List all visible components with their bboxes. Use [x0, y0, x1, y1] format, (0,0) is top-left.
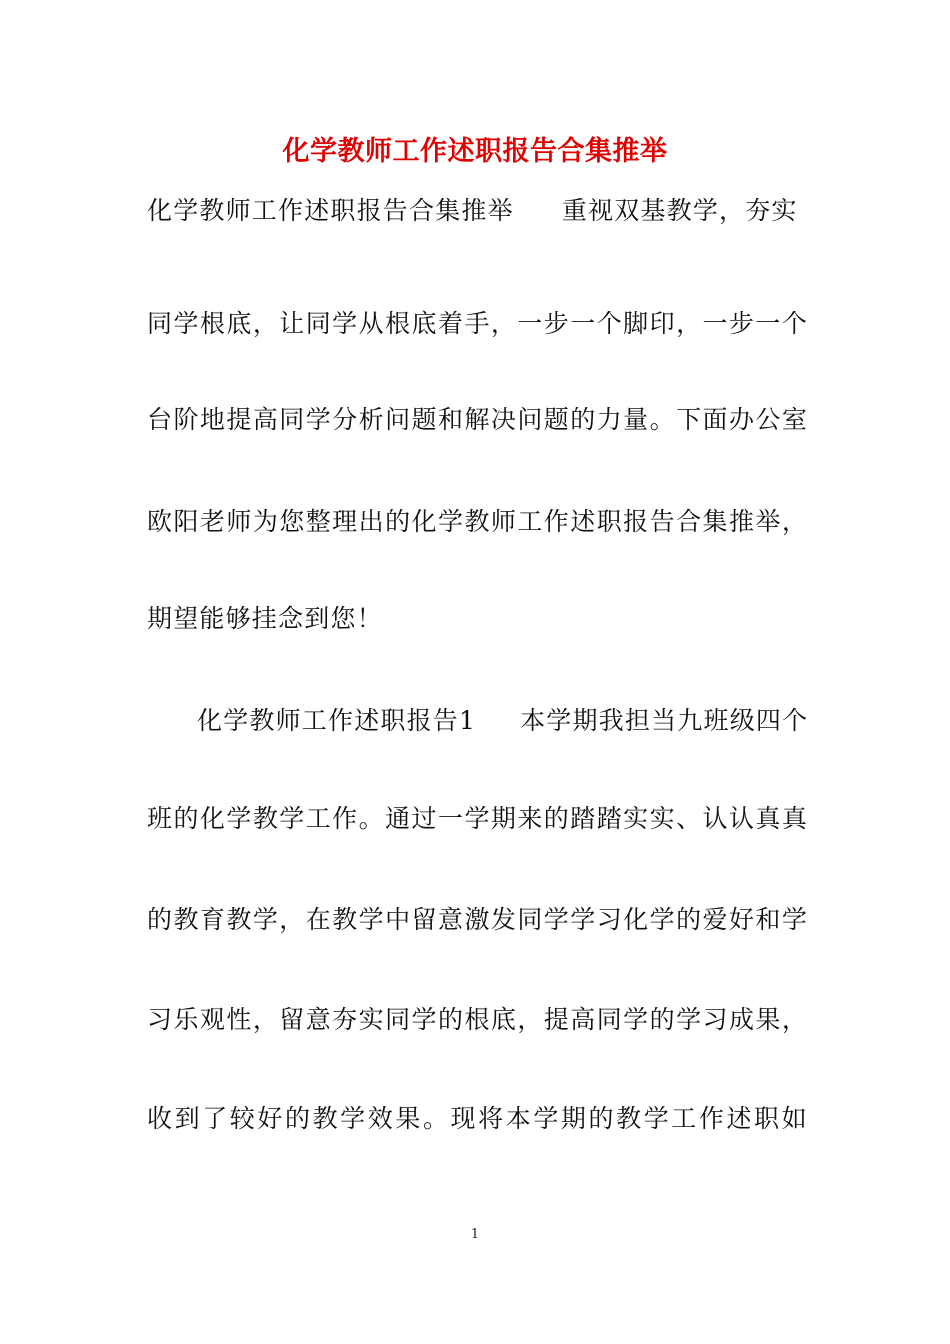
- document-title: 化学教师工作述职报告合集推举: [282, 136, 668, 167]
- paragraph-line-6: [147, 703, 857, 739]
- paragraph-line-3: 台 阶 地 提 高 同 学 分 析 问 题 和 解 决 问 题 的 力 量 。 下 面 办 公 室: [147, 405, 807, 434]
- paragraph-line-4: 欧 阳 老 师 为 您 整 理 出 的 化 学 教 师 工 作 述 职 报 告 合 集 推 举 ，: [147, 507, 807, 536]
- page-number: 1: [470, 1227, 480, 1242]
- line-segment: 本学期我担当九班级四个: [520, 706, 809, 735]
- paragraph-line-9: 习 乐 观 性 ， 留 意 夯 实 同 学 的 根 底 ， 提 高 同 学 的 学 习 成 果 ，: [147, 1005, 807, 1034]
- line-segment: 重视双基教学，夯实: [561, 196, 798, 225]
- paragraph-line-8: 的 教 育 教 学 ， 在 教 学 中 留 意 激 发 同 学 学 习 化 学 的 爱 好 和 学: [147, 905, 807, 934]
- paragraph-line-5: 期望能够挂念到您！: [147, 604, 383, 633]
- paragraph-line-7: 班 的 化 学 教 学 工 作 。 通 过 一 学 期 来 的 踏 踏 实 实 、 认 认 真 真: [147, 804, 807, 833]
- line-segment: 化学教师工作述职报告合集推举: [147, 196, 514, 225]
- paragraph-line-10: 收 到 了 较 好 的 教 学 效 果 。 现 将 本 学 期 的 教 学 工 作 述 职 如: [147, 1104, 807, 1133]
- paragraph-line-1: [147, 193, 807, 229]
- paragraph-line-2: 同 学 根 底 ， 让 同 学 从 根 底 着 手 ， 一 步 一 个 脚 印 ， 一 步 一 个: [147, 309, 807, 338]
- section-heading: 化学教师工作述职报告1: [197, 706, 477, 735]
